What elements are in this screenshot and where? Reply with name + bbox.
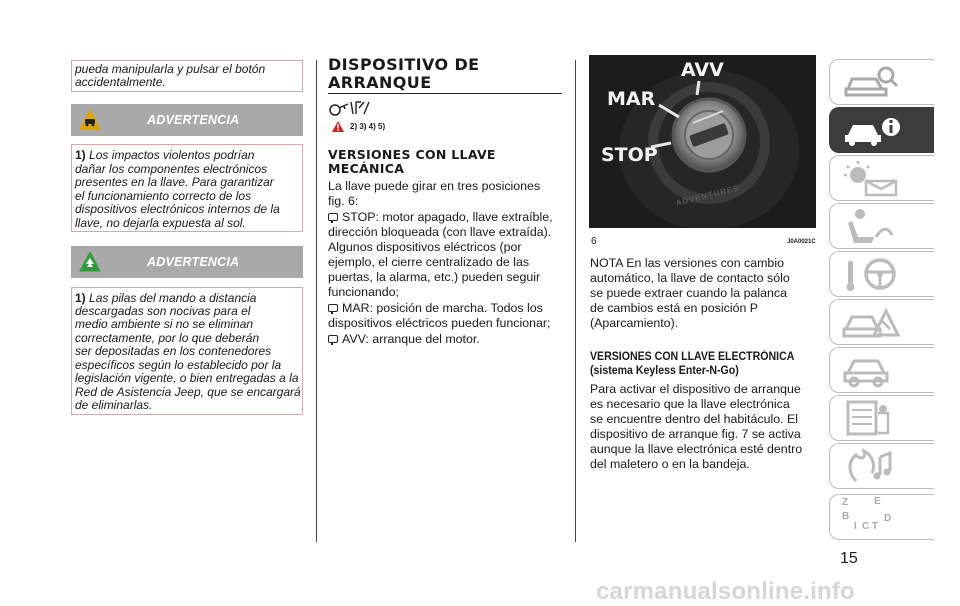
note-line-1: automático, la llave de contacto sólo	[590, 271, 790, 285]
index-letter-e: E	[874, 496, 881, 507]
note-line-0: NOTA En las versiones con cambio	[590, 256, 784, 270]
warning2-line-1: descargadas son nocivas para el	[75, 304, 251, 318]
bullet2-line-0: MAR: posición de marcha. Todos los	[342, 301, 543, 315]
bullet-key-icon	[328, 335, 338, 343]
warning-box-2	[71, 287, 303, 415]
warning1-line-3: el funcionamiento correcto de los	[75, 189, 252, 203]
warning2-line-8: de eliminarlas.	[75, 398, 153, 412]
para-line-1: fig. 6:	[328, 194, 359, 208]
index-letter-b: B	[842, 511, 850, 522]
warning1-line-0: Los impactos violentos podrían	[89, 148, 255, 162]
car-service-icon	[842, 351, 902, 389]
heading-underline	[328, 93, 562, 94]
index-icon	[840, 497, 900, 537]
warning-box-1	[71, 144, 303, 232]
note-line-2: se puede extraer cuando la palanca	[590, 286, 788, 300]
para-line-0: La llave puede girar en tres posiciones	[328, 179, 541, 193]
index-letter-c: C	[862, 521, 870, 532]
tab-technical-data[interactable]	[829, 395, 934, 441]
environment-warning-icon	[79, 251, 101, 273]
figure-label-mar: MAR	[607, 88, 656, 110]
key-ignition-icon	[328, 98, 374, 118]
column-divider-2	[575, 60, 576, 542]
watermark-text: carmanualsonline.info	[596, 578, 855, 605]
warning1-line-2: presentes en la llave. Para garantizar	[75, 175, 274, 189]
bullet1-line-3: ejemplo, el cierre centralizado de las	[328, 255, 530, 269]
index-letter-i: I	[854, 521, 857, 532]
steering-start-icon	[842, 255, 902, 293]
electronic-para-line-3: dispositivo de arranque fig. 7 se activa	[590, 427, 801, 441]
multimedia-icon	[842, 447, 902, 485]
car-search-icon	[842, 63, 902, 101]
warning-header-2	[71, 246, 303, 278]
warning2-line-6: legislación vigente, o bien entregadas a la	[75, 371, 299, 385]
tab-index[interactable]	[829, 494, 934, 540]
intro-box	[71, 60, 303, 92]
tab-seat-safety[interactable]	[829, 203, 934, 249]
warning2-line-0: Las pilas del mando a distancia	[89, 291, 257, 305]
warning-title-1: ADVERTENCIA	[147, 113, 240, 127]
figure-label-avv: AVV	[681, 59, 724, 81]
electronic-para-line-1: es necesario que la llave electrónica	[590, 397, 790, 411]
intro-line-1: pueda manipularla y pulsar el botón	[75, 62, 266, 76]
note-line-4: (Aparcamiento).	[590, 316, 679, 330]
subheading-line-1: VERSIONES CON LLAVE	[328, 147, 496, 162]
section-heading-line-2: ARRANQUE	[328, 73, 432, 92]
warning-number-1: 1)	[75, 148, 86, 162]
bullet1-line-5: funcionando;	[328, 285, 399, 299]
warning2-line-4: ser depositadas en los contenedores	[75, 344, 272, 358]
electronic-heading-line-2: (sistema Keyless Enter-N-Go)	[590, 365, 739, 377]
electronic-heading-line-1: VERSIONES CON LLAVE ELECTRÓNICA	[590, 351, 795, 363]
figure-ring-text: ADVENTURES	[674, 183, 741, 208]
bullet2-line-1: dispositivos eléctricos pueden funcionar;	[328, 316, 551, 330]
warning-number-2: 1)	[75, 291, 86, 305]
car-skid-warning-icon	[79, 109, 101, 131]
figure-number: 6	[591, 236, 597, 247]
tab-multimedia[interactable]	[829, 443, 934, 489]
bullet1-line-0: STOP: motor apagado, llave extraíble,	[342, 210, 553, 224]
car-emergency-icon	[842, 303, 902, 341]
bullet1-line-4: puertas, la alarma, etc.) pueden seguir	[328, 270, 541, 284]
tab-car-info[interactable]	[829, 107, 934, 153]
column-divider-1	[316, 60, 317, 542]
warning-lights-icon	[842, 159, 902, 197]
electronic-para-line-5: del maletero o en la bandeja.	[590, 457, 750, 471]
ignition-photo	[589, 55, 816, 228]
warning2-line-2: medio ambiente si no se eliminan	[75, 317, 254, 331]
car-info-icon	[842, 111, 902, 149]
index-letter-d: D	[884, 513, 892, 524]
warning1-line-4: dispositivos electrónicos internos de la	[75, 202, 280, 216]
section-heading-line-1: DISPOSITIVO DE	[328, 55, 480, 74]
tab-car-search[interactable]	[829, 59, 934, 105]
electronic-para-line-4: aunque la llave electrónica esté dentro	[590, 442, 803, 456]
tab-car-service[interactable]	[829, 347, 934, 393]
bullet1-line-1: dirección bloqueada (con llave extraída).	[328, 225, 552, 239]
bullet1-line-2: Algunos dispositivos eléctricos (por	[328, 240, 522, 254]
warning2-line-3: correctamente, por lo que deberán	[75, 331, 260, 345]
warning1-line-5: llave, no dejarla expuesta al sol.	[75, 216, 246, 230]
warning-title-2: ADVERTENCIA	[147, 255, 240, 269]
tab-car-emergency[interactable]	[829, 299, 934, 345]
index-letter-t: T	[872, 521, 879, 532]
bullet-key-icon	[328, 304, 338, 312]
tab-warning-lights[interactable]	[829, 155, 934, 201]
warning-header-1	[71, 104, 303, 136]
tab-steering-start[interactable]	[829, 251, 934, 297]
warning2-line-7: Red de Asistencia Jeep, que se encargará	[75, 385, 301, 399]
electronic-para-line-0: Para activar el dispositivo de arranque	[590, 382, 801, 396]
figure-code: J0A0021C	[787, 239, 816, 245]
intro-line-2: accidentalmente.	[75, 75, 166, 89]
electronic-para-line-2: se encuentre dentro del habitáculo. El	[590, 412, 799, 426]
warning-references: 2) 3) 4) 5)	[350, 122, 386, 131]
page-number: 15	[840, 550, 858, 567]
warning1-line-1: dañar los componentes electrónicos	[75, 162, 268, 176]
bullet3-line-0: AVV: arranque del motor.	[342, 332, 480, 346]
warning2-line-5: específicos según lo establecido por la	[75, 358, 282, 372]
alert-triangle-icon	[332, 121, 344, 132]
figure-label-stop: STOP	[601, 144, 658, 166]
subheading-line-2: MECÁNICA	[328, 161, 405, 176]
note-line-3: de cambios está en posición P	[590, 301, 759, 315]
bullet-key-icon	[328, 213, 338, 221]
index-letter-z: Z	[842, 497, 849, 508]
technical-data-icon	[842, 399, 902, 437]
seat-safety-icon	[842, 207, 902, 245]
